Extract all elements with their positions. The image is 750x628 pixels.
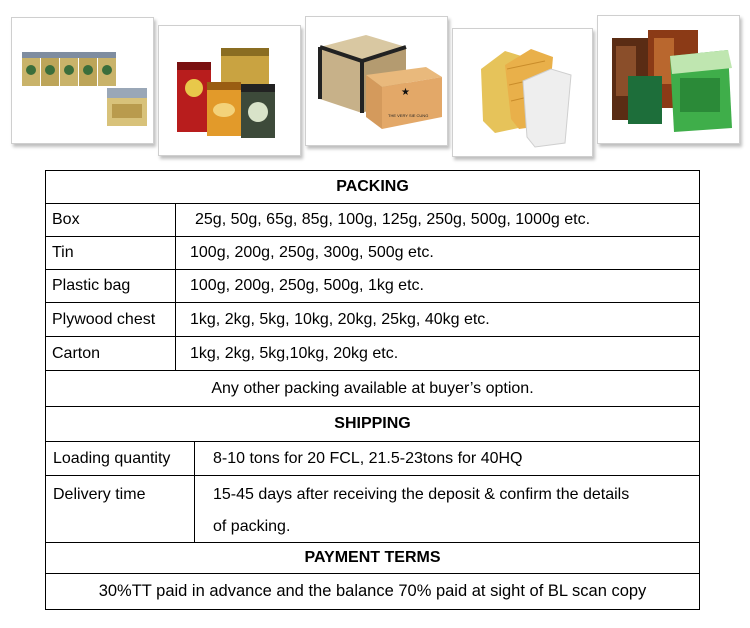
- delivery-line-2: of packing.: [213, 518, 291, 535]
- column-divider: [175, 303, 176, 336]
- boxes-photo: [11, 17, 154, 144]
- column-divider: [175, 204, 176, 236]
- packing-row-box: [46, 204, 699, 237]
- packing-label: Plywood chest: [52, 310, 156, 328]
- plywood-chest-carton-image: [306, 17, 447, 145]
- column-divider: [194, 442, 195, 475]
- packing-value: 1kg, 2kg, 5kg,10kg, 20kg etc.: [190, 344, 399, 362]
- column-divider: [175, 237, 176, 269]
- tins-photo: [158, 25, 301, 156]
- column-divider: [175, 337, 176, 370]
- payment-text: 30%TT paid in advance and the balance 70% paid at sight of BL scan copy: [98, 582, 647, 600]
- shipping-row-loading: [46, 442, 699, 476]
- column-divider: [194, 476, 195, 542]
- plastic-bags-photo: [597, 15, 740, 144]
- packing-row-plywood-chest: [46, 303, 699, 337]
- shipping-header-row: [46, 407, 699, 442]
- shipping-row-delivery: [46, 476, 699, 543]
- shipping-label: [53, 476, 145, 542]
- packing-label: Plastic bag: [52, 277, 131, 294]
- shipping-value: 8-10 tons for 20 FCL, 21.5-23tons for 40HQ: [213, 449, 523, 467]
- packing-row-carton: [46, 337, 699, 371]
- packing-label: Tin: [52, 244, 74, 261]
- packing-header-row: [46, 171, 699, 204]
- payment-title: PAYMENT TERMS: [304, 549, 441, 566]
- packing-label: Carton: [52, 344, 101, 362]
- tea-boxes-image: [12, 18, 153, 143]
- star-icon: ★: [401, 87, 410, 98]
- packing-value: 25g, 50g, 65g, 85g, 100g, 125g, 250g, 500g, 1000g etc.: [195, 211, 591, 228]
- packing-note: Any other packing available at buyer’s option.: [211, 379, 534, 397]
- woven-bags-image: [453, 29, 592, 156]
- shipping-label: Loading quantity: [53, 449, 171, 467]
- plastic-pouches-image: [598, 16, 739, 143]
- chest-carton-photo: [305, 16, 448, 146]
- payment-text-row: [46, 574, 699, 609]
- column-divider: [175, 270, 176, 302]
- payment-header-row: [46, 543, 699, 574]
- shipping-title: SHIPPING: [334, 415, 411, 432]
- packing-title: PACKING: [336, 178, 409, 195]
- packing-label: Box: [52, 211, 80, 228]
- packing-value: 100g, 200g, 250g, 500g, 1kg etc.: [190, 277, 424, 294]
- delivery-label: Delivery time: [53, 486, 146, 503]
- info-table: [45, 170, 700, 610]
- carton-print-text: THE VERY SIE CUNG: [388, 113, 429, 118]
- packing-row-tin: [46, 237, 699, 270]
- packing-value: 1kg, 2kg, 5kg, 10kg, 20kg, 25kg, 40kg etc.: [190, 310, 490, 328]
- packing-value: 100g, 200g, 250g, 300g, 500g etc.: [190, 244, 434, 261]
- shipping-value: [213, 476, 629, 542]
- delivery-line-1: 15-45 days after receiving the deposit & confirm the details: [213, 486, 630, 503]
- packing-note-row: [46, 371, 699, 407]
- tea-tins-image: [159, 26, 300, 155]
- packing-row-plastic-bag: [46, 270, 699, 303]
- bags-photo: [452, 28, 593, 157]
